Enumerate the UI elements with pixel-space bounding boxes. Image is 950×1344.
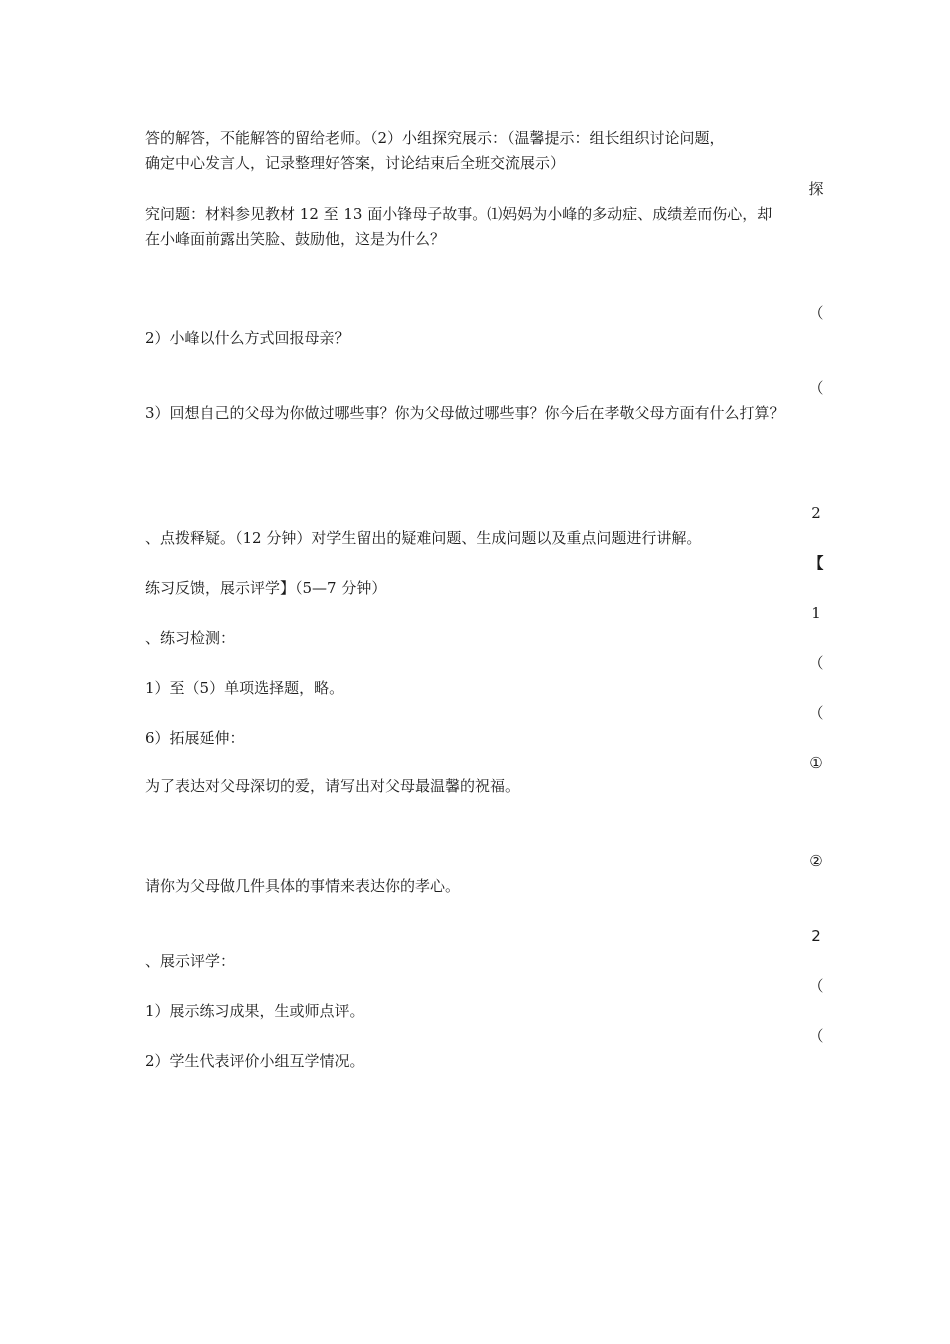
margin-text: 【 xyxy=(808,554,824,572)
margin-text: （ xyxy=(808,977,824,995)
section-line: 、点拨释疑。（12 分钟）对学生留出的疑难问题、生成问题以及重点问题进行讲解。 xyxy=(145,529,702,547)
margin-text: 2 xyxy=(811,927,821,945)
task-line: 为了表达对父母深切的爱，请写出对父母最温馨的祝福。 xyxy=(145,777,521,795)
margin-text: 2 xyxy=(811,504,821,522)
margin-text: （ xyxy=(808,1027,824,1045)
section-line: 1）至（5）单项选择题，略。 xyxy=(145,679,345,697)
margin-text: ② xyxy=(809,852,823,870)
section-line: 、练习检测： xyxy=(145,629,236,647)
margin-text: ① xyxy=(809,754,823,772)
margin-text: （ xyxy=(808,379,824,397)
section-line: 2）学生代表评价小组互学情况。 xyxy=(145,1052,365,1070)
question-line: 2）小峰以什么方式回报母亲？ xyxy=(145,329,350,347)
question-line: 3）回想自己的父母为你做过哪些事？你为父母做过哪些事？你今后在孝敬父母方面有什么打算？ xyxy=(145,404,785,422)
margin-text: 1 xyxy=(811,604,821,622)
section-line: 1）展示练习成果，生或师点评。 xyxy=(145,1002,365,1020)
section-line: 6）拓展延伸： xyxy=(145,729,245,747)
task-line: 请你为父母做几件具体的事情来表达你的孝心。 xyxy=(145,877,461,895)
margin-text: （ xyxy=(808,304,824,322)
margin-text: （ xyxy=(808,654,824,672)
section-heading: 练习反馈，展示评学】（5—7 分钟） xyxy=(145,579,387,597)
paragraph-line: 在小峰面前露出笑脸、鼓励他，这是为什么？ xyxy=(145,230,446,248)
paragraph-line: 确定中心发言人，记录整理好答案，讨论结束后全班交流展示） xyxy=(145,154,566,172)
margin-text: （ xyxy=(808,704,824,722)
margin-text: 探 xyxy=(808,180,824,198)
paragraph-line: 答的解答，不能解答的留给老师。（2）小组探究展示：（温馨提示：组长组织讨论问题， xyxy=(145,129,725,147)
section-line: 、展示评学： xyxy=(145,952,236,970)
paragraph-line: 究问题：材料参见教材 12 至 13 面小锋母子故事。⑴妈妈为小峰的多动症、成绩差而伤心，却 xyxy=(145,205,773,223)
